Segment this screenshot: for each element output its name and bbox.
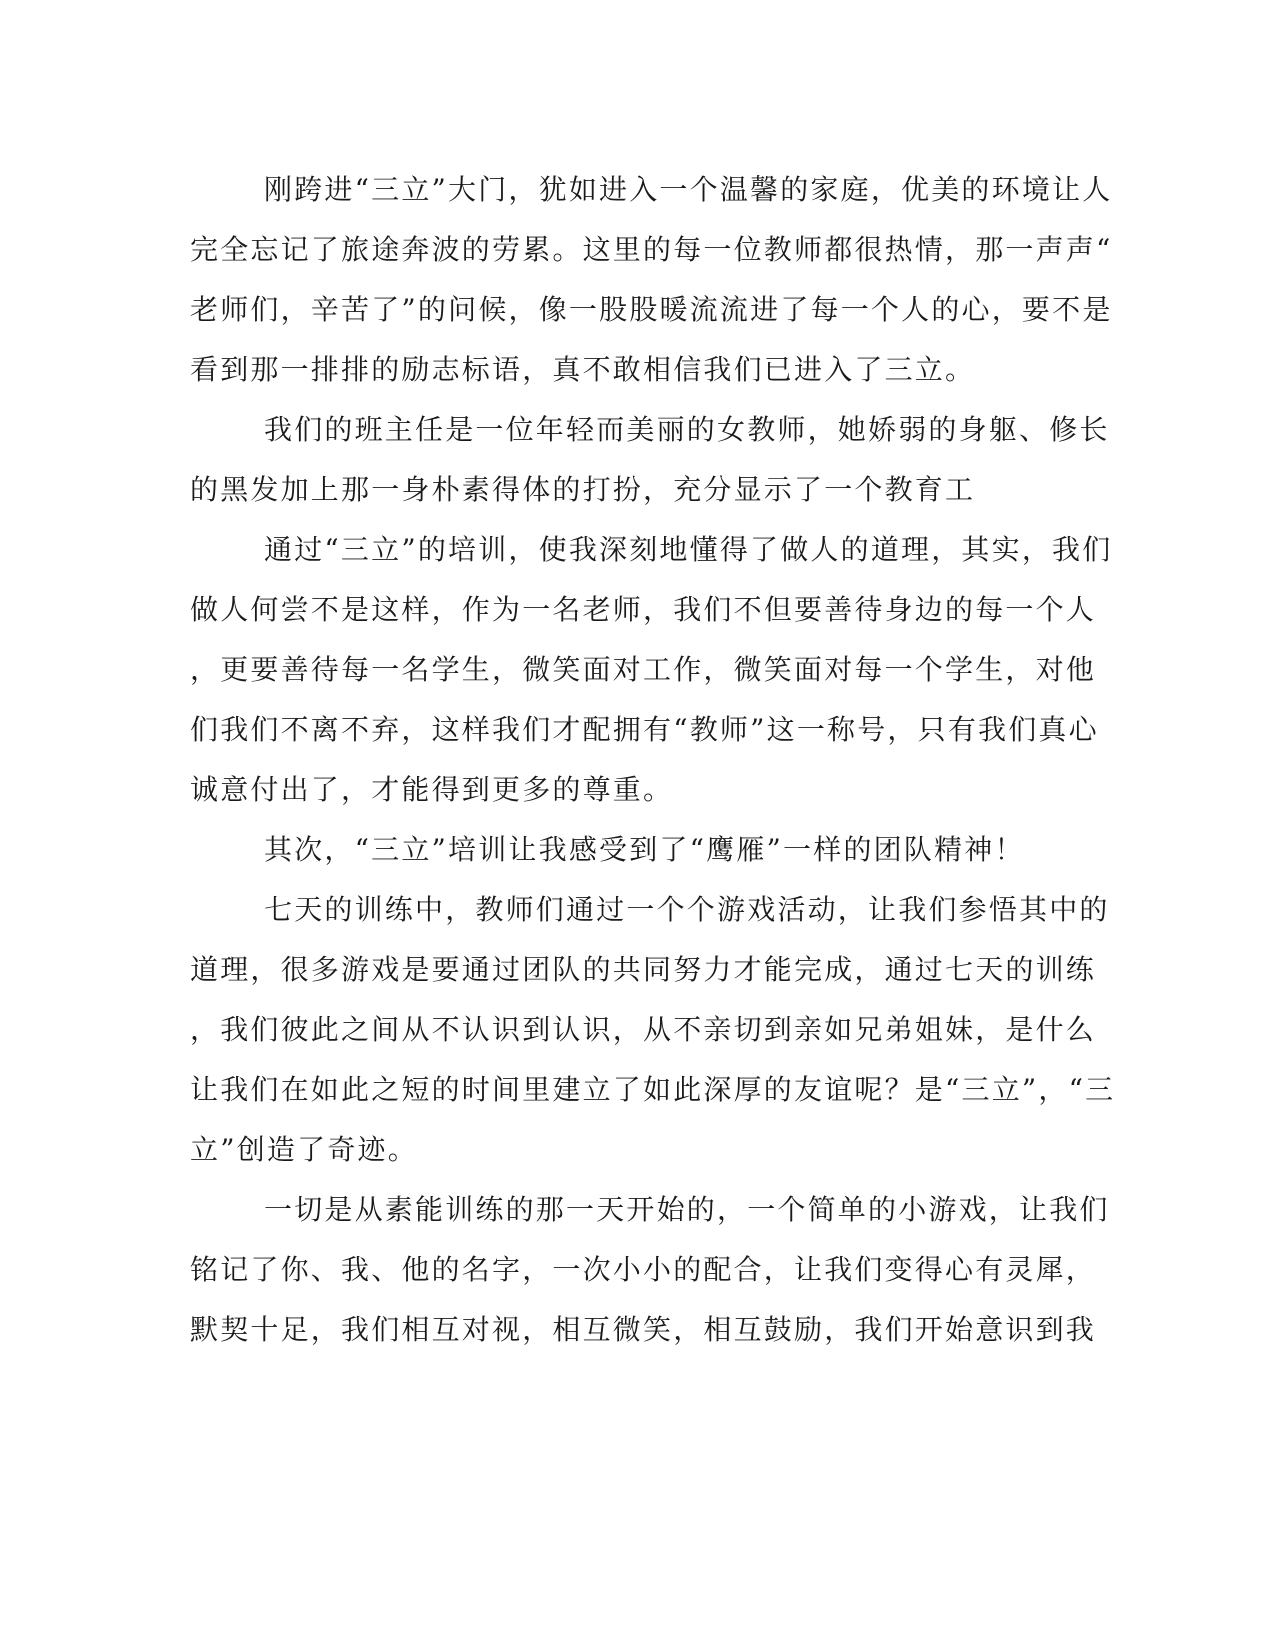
text-line: ，我们彼此之间从不认识到认识，从不亲切到亲如兄弟姐妹，是什么 bbox=[190, 1013, 1097, 1046]
text-line: 七天的训练中，教师们通过一个个游戏活动，让我们参悟其中的 bbox=[264, 893, 1110, 926]
text-line: 立”创造了奇迹。 bbox=[190, 1133, 418, 1166]
text-line: 老师们，辛苦了”的问候，像一股股暖流流进了每一个人的心，要不是 bbox=[190, 293, 1113, 326]
text-line: 道理，很多游戏是要通过团队的共同努力才能完成，通过七天的训练 bbox=[190, 953, 1097, 986]
body-text bbox=[190, 160, 1116, 1360]
text-line: 让我们在如此之短的时间里建立了如此深厚的友谊呢？是“三立”，“三 bbox=[190, 1073, 1116, 1106]
text-line: 的黑发加上那一身朴素得体的打扮，充分显示了一个教育工 bbox=[190, 473, 976, 506]
text-line: 们我们不离不弃，这样我们才配拥有“教师”这一称号，只有我们真心 bbox=[190, 713, 1099, 746]
text-line: 诚意付出了，才能得到更多的尊重。 bbox=[190, 773, 674, 806]
text-line: 其次，“三立”培训让我感受到了“鹰雁”一样的团队精神！ bbox=[264, 833, 1025, 866]
text-line: 看到那一排排的励志标语，真不敢相信我们已进入了三立。 bbox=[190, 353, 976, 386]
text-line: 默契十足，我们相互对视，相互微笑，相互鼓励，我们开始意识到我 bbox=[190, 1313, 1097, 1346]
text-line: ，更要善待每一名学生，微笑面对工作，微笑面对每一个学生，对他 bbox=[190, 653, 1097, 686]
text-line: 通过“三立”的培训，使我深刻地懂得了做人的道理，其实，我们 bbox=[264, 533, 1113, 566]
text-line: 一切是从素能训练的那一天开始的，一个简单的小游戏，让我们 bbox=[264, 1193, 1110, 1226]
text-line: 铭记了你、我、他的名字，一次小小的配合，让我们变得心有灵犀， bbox=[190, 1253, 1097, 1286]
text-line: 我们的班主任是一位年轻而美丽的女教师，她娇弱的身躯、修长 bbox=[264, 413, 1110, 446]
text-line: 完全忘记了旅途奔波的劳累。这里的每一位教师都很热情，那一声声“ bbox=[190, 233, 1113, 266]
text-line: 做人何尝不是这样，作为一名老师，我们不但要善待身边的每一个人 bbox=[190, 593, 1097, 626]
text-line: 刚跨进“三立”大门，犹如进入一个温馨的家庭，优美的环境让人 bbox=[264, 173, 1113, 206]
